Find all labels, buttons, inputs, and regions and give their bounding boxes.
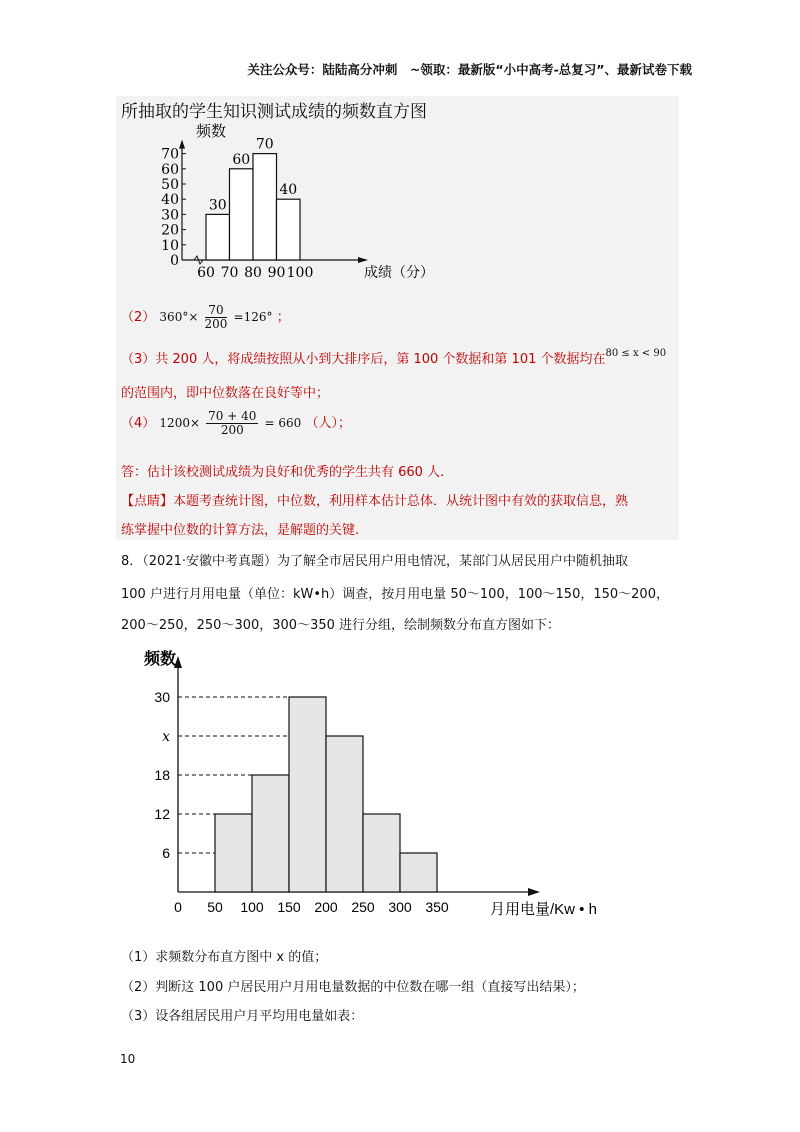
x-axis-label: 月用电量/Kw • h [490, 901, 597, 918]
y-axis-label: 频数 [196, 122, 227, 140]
x-tick-label: 50 [207, 899, 223, 915]
x-tick-label: 100 [240, 899, 264, 915]
q3-inequality: 80 ≤ x < 90 [605, 348, 667, 359]
histogram1 [160, 122, 434, 282]
q4-expr-right: = 660 [264, 416, 302, 430]
histogram2 [140, 640, 620, 925]
q8-line3: 200～250，250～300，300～350 进行分组，绘制频数分布直方图如下： [121, 618, 561, 633]
q4-label: （4） [121, 416, 156, 431]
bar [206, 214, 230, 260]
x-tick-label: 90 [267, 265, 286, 281]
y-tick-label: 18 [154, 767, 170, 783]
x-tick-label: 0 [174, 899, 182, 915]
bar [363, 814, 400, 892]
y-tick-label: 60 [161, 161, 179, 178]
y-tick-label: 40 [161, 192, 179, 209]
x-axis-arrow [358, 257, 368, 263]
q8-sub1: （1）求频数分布直方图中 x 的值； [121, 950, 328, 965]
y-tick-label: 30 [161, 207, 179, 224]
y-tick-label: 10 [161, 237, 179, 254]
bar-value-label: 40 [279, 182, 298, 199]
answer-conclusion: 答：估计该校测试成绩为良好和优秀的学生共有 660 人. [121, 465, 445, 480]
q2-fraction [205, 304, 228, 331]
q2-label: （2） [121, 310, 156, 325]
bar-value-label: 30 [208, 197, 227, 214]
y-tick-label: x [162, 729, 170, 745]
answer-q3-line2: 的范围内，即中位数落在良好等中； [121, 386, 330, 401]
page-number: 10 [120, 1052, 136, 1066]
y-tick-label: 50 [161, 177, 179, 193]
q8-sub2: （2）判断这 100 户居民用户月用电量数据的中位数在哪一组（直接写出结果）； [121, 980, 585, 995]
y-axis-label: 频数 [144, 651, 177, 668]
bar [326, 736, 363, 892]
y-tick-label: 70 [161, 146, 179, 163]
x-tick-label: 250 [351, 899, 375, 915]
bar-value-label: 70 [255, 136, 274, 153]
x-tick-label: 150 [277, 899, 301, 915]
histogram1-title: 所抽取的学生知识测试成绩的频数直方图 [121, 102, 427, 122]
q8-line2: 100 户进行月用电量（单位：kW•h）调查，按月用电量 50～100，100～150，150～200， [121, 587, 669, 602]
y-tick-label: 12 [154, 806, 170, 822]
y-tick-label: 20 [161, 222, 179, 239]
bar-value-label: 60 [232, 151, 251, 168]
tip-line1: 【点睛】本题考查统计图，中位数，利用样本估计总体．从统计图中有效的获取信息，熟 [121, 494, 629, 509]
x-tick-label: 70 [220, 265, 239, 281]
q4-denominator: 200 [220, 423, 244, 437]
bar [252, 775, 289, 892]
q2-numerator: 70 [205, 304, 228, 318]
answer-q4 [121, 410, 351, 437]
x-tick-label: 100 [286, 265, 314, 281]
y-tick-label: 0 [170, 253, 179, 269]
bar [400, 853, 437, 892]
bar [215, 814, 252, 892]
y-axis-arrow [179, 140, 185, 149]
bar [253, 154, 277, 260]
x-tick-label: 200 [314, 899, 338, 915]
y-tick-label: 30 [154, 689, 170, 705]
x-tick-label: 300 [388, 899, 412, 915]
y-tick-label: 6 [162, 845, 170, 861]
answer-q2 [121, 304, 290, 331]
q4-expr-left: 1200× [159, 416, 201, 430]
x-tick-label: 60 [197, 265, 215, 281]
q8-line1: 8．（2021·安徽中考真题）为了解全市居民用户用电情况，某部门从居民用户中随机抽取 [121, 554, 628, 569]
answer-q3-line1 [121, 348, 681, 367]
q3-text: （3）共 200 人，将成绩按照从小到大排序后，第 100 个数据和第 101 个数据均在 [121, 352, 606, 367]
x-tick-label: 80 [244, 265, 262, 281]
page-header: 关注公众号：陆陆高分冲刺 ~领取：最新版“小中高考-总复习”、最新试卷下载 [247, 62, 692, 77]
q2-end: ； [276, 310, 290, 325]
x-axis-label: 成绩（分） [364, 265, 434, 281]
bar [277, 199, 301, 260]
bar [230, 169, 254, 260]
q4-fraction [206, 410, 258, 437]
q4-end: （人）； [305, 416, 351, 431]
tip-line2: 练掌握中位数的计算方法，是解题的关键. [121, 523, 360, 538]
q2-denominator: 200 [204, 317, 228, 331]
x-tick-label: 350 [425, 899, 449, 915]
bar [289, 697, 326, 892]
q8-sub3: （3）设各组居民用户月平均用电量如表： [121, 1009, 364, 1024]
q2-expr-left: 360°× [159, 310, 199, 324]
q2-expr-right: =126° [233, 310, 273, 324]
q4-numerator: 70 + 40 [208, 409, 257, 423]
x-axis-arrow [528, 888, 540, 896]
